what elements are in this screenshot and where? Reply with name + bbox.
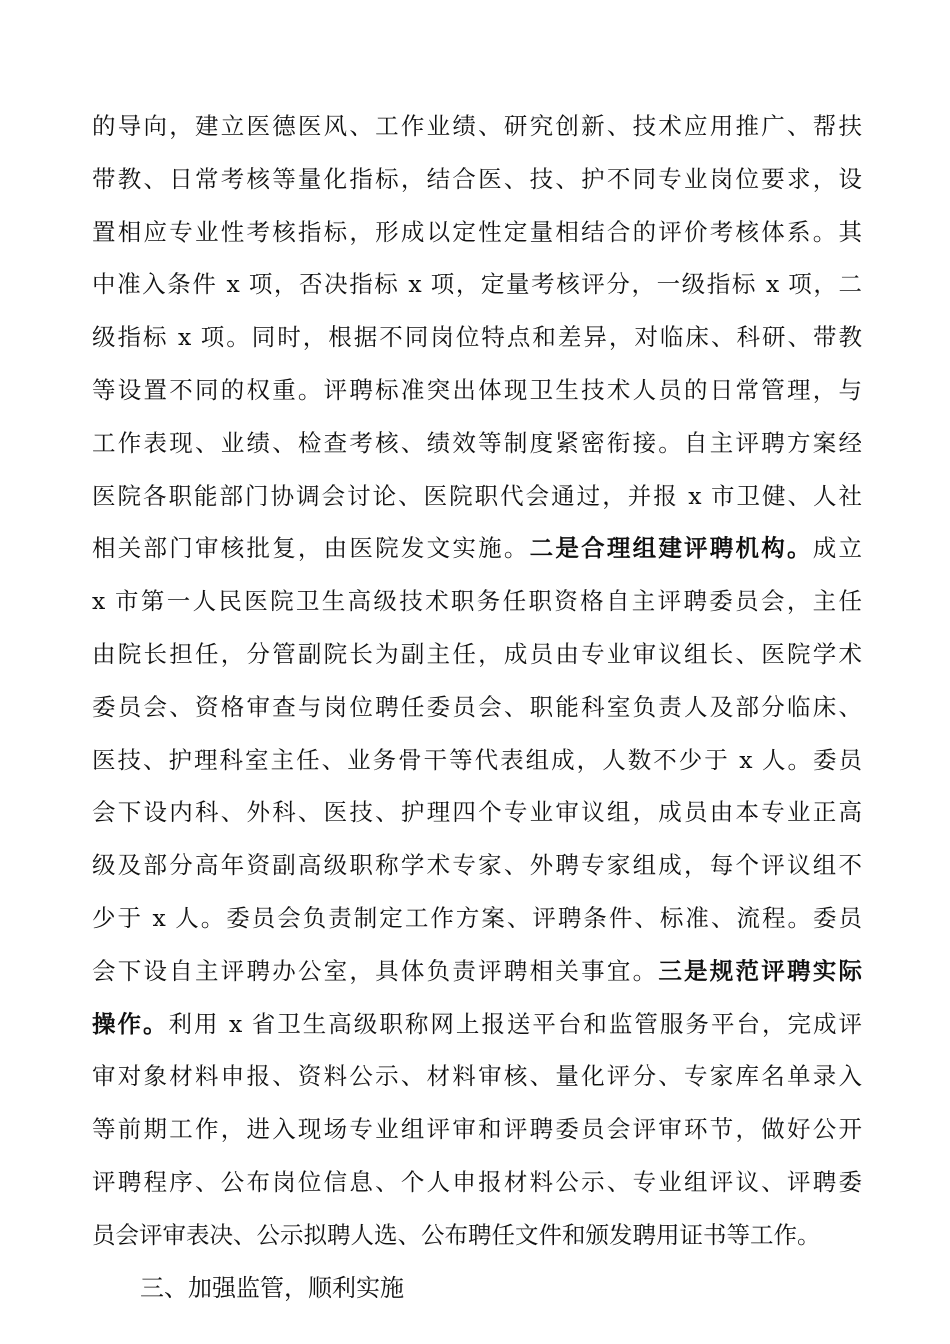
text-line [92,1209,862,1262]
text-run: 委员会、资格审查与岗位聘任委员会、职能科室负责人及部分临床、 [92,692,862,721]
text-run: x 市第一人民医院卫生高级技术职务任职资格自主评聘委员会，主任 [92,587,862,616]
text-run: 利用 x 省卫生高级职称网上报送平台和监管服务平台，完成评 [168,1009,862,1038]
text-run: 审对象材料申报、资料公示、材料审核、量化评分、专家库名单录入 [92,1062,862,1091]
text-run: 级及部分高年资副高级职称学术专家、外聘专家组成，每个评议组不 [92,851,862,880]
body-paragraph [92,100,862,1262]
text-line [92,417,862,470]
text-line [92,1050,862,1103]
text-run: 的导向，建立医德医风、工作业绩、研究创新、技术应用推广、帮扶 [92,112,862,140]
text-line [92,892,862,945]
text-line [92,786,862,839]
text-line [92,628,862,681]
text-run: 相关部门审核批复，由医院发文实施。 [92,534,530,563]
text-line [92,945,862,998]
text-run: 等前期工作，进入现场专业组评审和评聘委员会评审环节，做好公开 [92,1115,862,1144]
text-line [92,522,862,575]
text-line [92,364,862,417]
text-run: 会下设自主评聘办公室，具体负责评聘相关事宜。 [92,956,659,985]
text-line [92,734,862,787]
text-run: 会下设内科、外科、医技、护理四个专业审议组，成员由本专业正高 [92,798,862,827]
text-run: 医院各职能部门协调会讨论、医院职代会通过，并报 x 市卫健、人社 [92,481,862,510]
bold-lead-phrase: 三是规范评聘实际 [658,956,862,985]
text-line [92,839,862,892]
text-run: 等设置不同的权重。评聘标准突出体现卫生技术人员的日常管理，与 [92,375,862,404]
bold-lead-phrase: 操作。 [92,1009,169,1038]
text-line [92,998,862,1051]
text-line [92,1156,862,1209]
text-run: 医技、护理科室主任、业务骨干等代表组成，人数不少于 x 人。委员 [92,745,862,774]
text-run: 中准入条件 x 项，否决指标 x 项，定量考核评分，一级指标 x 项，二 [92,270,862,299]
text-run: 少于 x 人。委员会负责制定工作方案、评聘条件、标准、流程。委员 [92,903,862,932]
text-line [92,258,862,311]
section-heading: 三、加强监管，顺利实施 [140,1273,404,1302]
text-line [92,153,862,206]
document-page [92,100,862,1314]
text-run: 由院长担任，分管副院长为副主任，成员由专业审议组长、医院学术 [92,639,862,668]
text-line [92,1103,862,1156]
text-run: 带教、日常考核等量化指标，结合医、技、护不同专业岗位要求，设 [92,164,862,193]
bold-lead-phrase: 二是合理组建评聘机构。 [529,534,813,563]
text-run: 员会评审表决、公示拟聘人选、公布聘任文件和颁发聘用证书等工作。 [92,1220,821,1249]
text-run: 工作表现、业绩、检查考核、绩效等制度紧密衔接。自主评聘方案经 [92,428,862,457]
text-run: 置相应专业性考核指标，形成以定性定量相结合的评价考核体系。其 [92,217,862,246]
text-line [92,575,862,628]
text-line [92,311,862,364]
text-line [92,100,862,153]
text-run: 级指标 x 项。同时，根据不同岗位特点和差异，对临床、科研、带教 [92,323,862,352]
text-run: 评聘程序、公布岗位信息、个人申报材料公示、专业组评议、评聘委 [92,1167,862,1196]
text-line [92,681,862,734]
text-line [92,470,862,523]
text-line [92,206,862,259]
text-run: 成立 [812,534,862,563]
